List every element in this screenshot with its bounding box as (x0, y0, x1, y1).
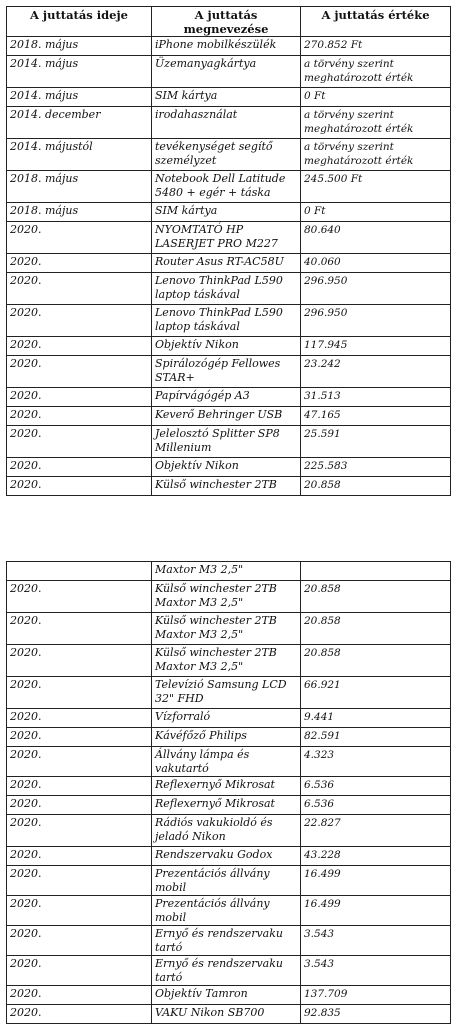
cell-name: Objektív Nikon (152, 458, 301, 477)
cell-date: 2020. (7, 728, 152, 747)
header-name: A juttatás megnevezése (152, 7, 301, 37)
header-date: A juttatás ideje (7, 7, 152, 37)
table-row (7, 337, 451, 356)
cell-value: 16.499 (301, 896, 451, 926)
header-row (7, 7, 451, 37)
table-row (7, 56, 451, 88)
cell-value: 25.591 (301, 426, 451, 458)
cell-name: Külső winchester 2TB Maxtor M3 2,5" (152, 613, 301, 645)
cell-value: 22.827 (301, 815, 451, 847)
cell-date: 2018. május (7, 203, 152, 222)
cell-name: Külső winchester 2TB Maxtor M3 2,5" (152, 645, 301, 677)
table-row (7, 254, 451, 273)
cell-value: 0 Ft (301, 88, 451, 107)
cell-name: Állvány lámpa és vakutartó (152, 747, 301, 777)
cell-name: Külső winchester 2TB Maxtor M3 2,5" (152, 581, 301, 613)
cell-name: Rendszervaku Godox (152, 847, 301, 866)
cell-value: 66.921 (301, 677, 451, 709)
cell-value: 296.950 (301, 305, 451, 337)
table-row (7, 458, 451, 477)
cell-value: 82.591 (301, 728, 451, 747)
cell-name: Notebook Dell Latitude 5480 + egér + táska (152, 171, 301, 203)
cell-name: Kávéfőző Philips (152, 728, 301, 747)
table-row (7, 477, 451, 496)
table-row (7, 171, 451, 203)
cell-name: iPhone mobilkészülék (152, 37, 301, 56)
cell-value: 4.323 (301, 747, 451, 777)
table-row (7, 986, 451, 1005)
cell-name: Lenovo ThinkPad L590 laptop táskával (152, 305, 301, 337)
table-row (7, 866, 451, 896)
table-row (7, 222, 451, 254)
table-row (7, 926, 451, 956)
cell-name: Vízforraló (152, 709, 301, 728)
cell-value: 20.858 (301, 613, 451, 645)
cell-value: 245.500 Ft (301, 171, 451, 203)
cell-value: 0 Ft (301, 203, 451, 222)
cell-name: Lenovo ThinkPad L590 laptop táskával (152, 273, 301, 305)
cell-date: 2020. (7, 677, 152, 709)
cell-value: 270.852 Ft (301, 37, 451, 56)
cell-name: Spirálozógép Fellowes STAR+ (152, 356, 301, 388)
cell-name: Reflexernyő Mikrosat (152, 777, 301, 796)
cell-value: 137.709 (301, 986, 451, 1005)
cell-date: 2020. (7, 273, 152, 305)
cell-date: 2020. (7, 388, 152, 407)
cell-value: 3.543 (301, 956, 451, 986)
cell-date: 2020. (7, 796, 152, 815)
table-row (7, 677, 451, 709)
table-row (7, 613, 451, 645)
cell-date: 2020. (7, 426, 152, 458)
cell-date: 2020. (7, 866, 152, 896)
cell-date: 2020. (7, 847, 152, 866)
table-row (7, 388, 451, 407)
cell-name: Ernyő és rendszervaku tartó (152, 956, 301, 986)
cell-name: NYOMTATÓ HP LASERJET PRO M227 (152, 222, 301, 254)
table-row (7, 896, 451, 926)
table-row (7, 956, 451, 986)
cell-date: 2020. (7, 986, 152, 1005)
header-value: A juttatás értéke (301, 7, 451, 37)
benefits-table-part-2 (6, 561, 451, 1024)
table-row (7, 747, 451, 777)
table-row (7, 407, 451, 426)
cell-date: 2020. (7, 254, 152, 273)
cell-value: a törvény szerint meghatározott érték (301, 107, 451, 139)
cell-value: 6.536 (301, 796, 451, 815)
cell-date: 2020. (7, 709, 152, 728)
cell-name: Keverő Behringer USB (152, 407, 301, 426)
cell-value: 80.640 (301, 222, 451, 254)
cell-date: 2014. május (7, 56, 152, 88)
cell-date: 2020. (7, 356, 152, 388)
cell-value: 31.513 (301, 388, 451, 407)
cell-value: 6.536 (301, 777, 451, 796)
cell-name: Üzemanyagkártya (152, 56, 301, 88)
cell-name: Televízió Samsung LCD 32" FHD (152, 677, 301, 709)
cell-date: 2020. (7, 747, 152, 777)
cell-name: Külső winchester 2TB (152, 477, 301, 496)
table-body-2 (7, 562, 451, 1024)
cell-name: VAKU Nikon SB700 (152, 1005, 301, 1024)
cell-value (301, 562, 451, 581)
cell-name: SIM kártya (152, 203, 301, 222)
cell-name: Maxtor M3 2,5" (152, 562, 301, 581)
table-row (7, 1005, 451, 1024)
cell-value: 23.242 (301, 356, 451, 388)
cell-value: 20.858 (301, 477, 451, 496)
cell-name: Router Asus RT-AC58U (152, 254, 301, 273)
cell-date (7, 562, 152, 581)
cell-value: 117.945 (301, 337, 451, 356)
cell-date: 2020. (7, 458, 152, 477)
table-row (7, 426, 451, 458)
cell-name: SIM kártya (152, 88, 301, 107)
cell-name: tevékenységet segítő személyzet (152, 139, 301, 171)
cell-value: a törvény szerint meghatározott érték (301, 139, 451, 171)
table-row (7, 107, 451, 139)
cell-name: Rádiós vakukioldó és jeladó Nikon (152, 815, 301, 847)
cell-date: 2020. (7, 337, 152, 356)
cell-value: 20.858 (301, 645, 451, 677)
table-row (7, 815, 451, 847)
cell-name: Jelelosztó Splitter SP8 Millenium (152, 426, 301, 458)
cell-date: 2020. (7, 581, 152, 613)
cell-date: 2020. (7, 777, 152, 796)
cell-value: 3.543 (301, 926, 451, 956)
cell-value: a törvény szerint meghatározott érték (301, 56, 451, 88)
cell-date: 2018. május (7, 37, 152, 56)
table-row (7, 203, 451, 222)
table-row (7, 581, 451, 613)
cell-date: 2014. májustól (7, 139, 152, 171)
cell-value: 47.165 (301, 407, 451, 426)
table-row (7, 88, 451, 107)
table-row (7, 728, 451, 747)
cell-value: 43.228 (301, 847, 451, 866)
cell-value: 225.583 (301, 458, 451, 477)
cell-date: 2020. (7, 815, 152, 847)
table-body-1 (7, 37, 451, 496)
cell-value: 40.060 (301, 254, 451, 273)
benefits-table-part-1 (6, 6, 451, 496)
table-row (7, 847, 451, 866)
cell-date: 2020. (7, 926, 152, 956)
cell-date: 2014. december (7, 107, 152, 139)
cell-date: 2018. május (7, 171, 152, 203)
cell-date: 2020. (7, 407, 152, 426)
table-row (7, 356, 451, 388)
cell-date: 2020. (7, 896, 152, 926)
table-row (7, 273, 451, 305)
cell-date: 2020. (7, 305, 152, 337)
cell-value: 16.499 (301, 866, 451, 896)
cell-value: 296.950 (301, 273, 451, 305)
table-row (7, 709, 451, 728)
cell-date: 2020. (7, 645, 152, 677)
table-row (7, 562, 451, 581)
table-row (7, 645, 451, 677)
cell-name: Objektív Tamron (152, 986, 301, 1005)
cell-value: 20.858 (301, 581, 451, 613)
cell-name: Papírvágógép A3 (152, 388, 301, 407)
table-row (7, 37, 451, 56)
cell-name: Ernyő és rendszervaku tartó (152, 926, 301, 956)
cell-date: 2020. (7, 1005, 152, 1024)
table-row (7, 139, 451, 171)
cell-name: Objektív Nikon (152, 337, 301, 356)
cell-date: 2020. (7, 613, 152, 645)
table-row (7, 305, 451, 337)
cell-name: Reflexernyő Mikrosat (152, 796, 301, 815)
table-row (7, 777, 451, 796)
cell-value: 9.441 (301, 709, 451, 728)
cell-name: Prezentációs állvány mobil (152, 896, 301, 926)
cell-value: 92.835 (301, 1005, 451, 1024)
cell-date: 2020. (7, 222, 152, 254)
cell-name: Prezentációs állvány mobil (152, 866, 301, 896)
cell-date: 2020. (7, 956, 152, 986)
cell-name: irodahasználat (152, 107, 301, 139)
cell-date: 2020. (7, 477, 152, 496)
cell-date: 2014. május (7, 88, 152, 107)
table-row (7, 796, 451, 815)
